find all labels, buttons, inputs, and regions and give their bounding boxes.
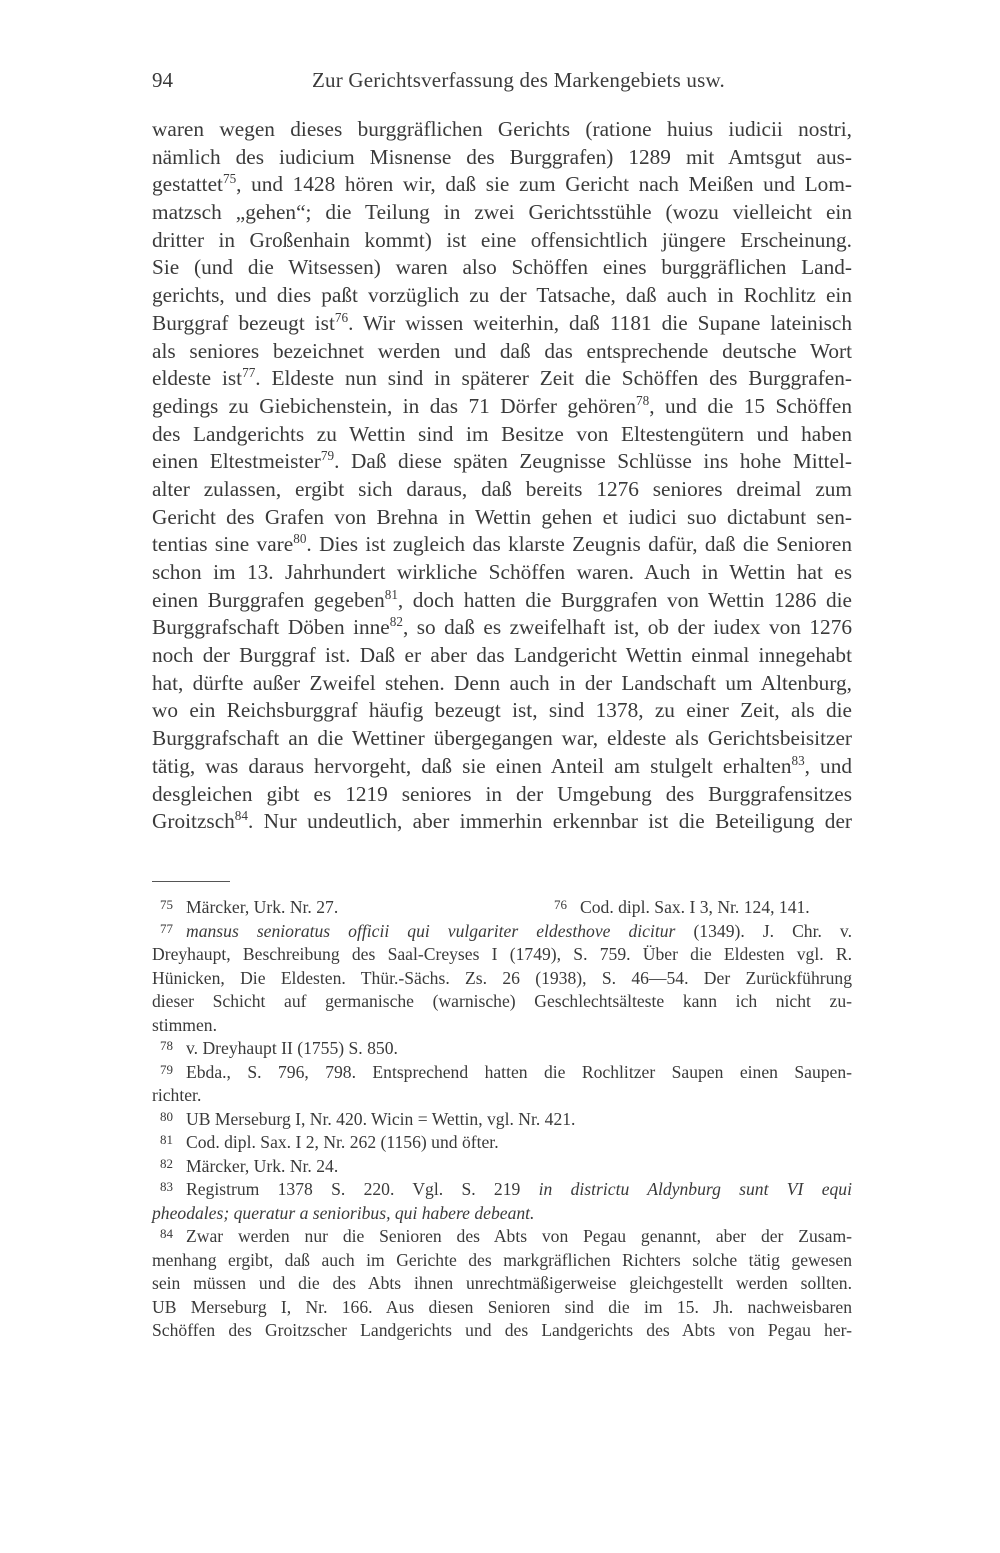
text-line: hat, dürfte außer Zweifel stehen. Denn auch in der Landschaft um Altenburg, [152,670,852,695]
text-line: tentias sine vare$^{80}$. Dies ist zugleich das klarste Zeugnis dafür, daß die Senioren [152,531,852,557]
footnote-83: 83 Registrum 1378 S. 220. Vgl. S. 219 in districtu Aldynburg sunt VI equi pheodales; queratur a senioribus, qui habere debeant. [152,1179,852,1223]
footnote-75: 75 Märcker, Urk. Nr. 27. [160,897,339,917]
running-title: Zur Gerichtsverfassung des Markengebiets usw. [312,68,725,92]
text-line: noch der Burggraf ist. Daß er aber das Landgericht Wettin einmal innegehabt [152,643,852,668]
footnote-82: 82 Märcker, Urk. Nr. 24. [160,1155,339,1176]
text-line: Sie (und die Witsessen) waren also Schöffen eines burggräflichen Land- [152,255,852,280]
main-text [152,116,852,836]
text-line: waren wegen dieses burggräflichen Gerichts (ratione huius iudicii nostri, [152,117,852,141]
text-line: Burggraf bezeugt ist$^{76}$. Wir wissen weiterhin, daß 1181 die Supane lateinisch [152,309,853,335]
text-line: Burggrafschaft an die Wettiner übergegangen war, eldeste als Gerichtsbeisitzer [152,726,852,751]
text-line: des Landgerichts zu Wettin sind im Besitze von Eltestengütern und haben [152,421,852,446]
footnote-separator [152,881,230,882]
text-line: tätig, was daraus hervorgeht, daß sie einen Anteil am stulgelt erhalten$^{83}$, und [152,752,852,778]
footnote-81: 81 Cod. dipl. Sax. I 2, Nr. 262 (1156) und öfter. [160,1132,499,1152]
footnote-80: 80 UB Merseburg I, Nr. 420. Wicin = Wettin, vgl. Nr. 421. [160,1108,576,1129]
text-line: als seniores bezeichnet werden und daß das entsprechende deutsche Wort [152,338,852,363]
footnote-76: 76 Cod. dipl. Sax. I 3, Nr. 124, 141. [554,897,810,917]
footnote-ref-77[interactable]: 77 [242,365,256,380]
footnote-row [152,896,852,920]
page-number: 94 [152,68,173,92]
footnote-84: 84 Zwar werden nur die Senioren des Abts von Pegau genannt, aber der Zusam- menhang ergibt, daß auch im Gerichte des markgräflichen Richters solche tätig gewesen sein müssen und die des Abts ihnen unrechtmäßigerweise gleichgestellt werden sollten. UB Merseburg I, Nr. 166. Aus diesen Senioren sind die im 15. Jh. nachweisbaren Schöffen des Groitzscher Landgerichts und des Landgerichts des Abts von Pegau her- [152,1226,852,1340]
footnote-ref-76[interactable]: 76 [334,309,349,325]
footnote-77: 77 mansus senioratus officii qui vulgariter eldesthove dicitur (1349). J. Chr. v. Dreyhaupt, Beschreibung des Saal-Creyses I (1749), S. 759. Über die Eldesten vgl. R. Hünicken, Die Eldesten. Thür.-Sächs. Zs. 26 (1938), S. 46—54. Der Zurückführung dieser Schicht auf germanische (warnische) Geschlechtsälteste kann ich nicht zu- stimmen. [152,920,852,1035]
footnote-ref-79[interactable]: 79 [320,448,335,464]
text-line: Gericht des Grafen von Brehna in Wettin gehen et iudici suo dictabunt sen- [152,504,852,529]
footnote-ref-78[interactable]: 78 [636,392,650,408]
footnote-ref-83[interactable]: 83 [791,752,805,768]
footnote-ref-75[interactable]: 75 [222,171,237,187]
text-line: gestattet$^{75}$, und 1428 hören wir, daß sie zum Gericht nach Meißen und Lom- [152,171,852,197]
text-line: einen Burggrafen gegeben$^{81}$, doch hatten die Burggrafen von Wettin 1286 die [152,586,852,612]
footnote-ref-81[interactable]: 81 [384,586,398,602]
page-header [152,68,852,102]
footnote-79: 79 Ebda., S. 796, 798. Entsprechend hatten die Rochlitzer Saupen einen Saupen- richter. [152,1061,852,1105]
text-line: gerichts, und dies paßt vorzüglich zu der Tatsache, daß auch in Rochlitz ein [152,283,852,308]
text-line: alter zulassen, ergibt sich daraus, daß bereits 1276 seniores dreimal zum [152,476,852,501]
text-line: dritter in Großenhain kommt) ist eine offensichtlich jüngere Erscheinung. [152,227,852,252]
text-line: desgleichen gibt es 1219 seniores in der Umgebung des Burggrafensitzes [152,781,852,806]
footnote-ref-80[interactable]: 80 [293,531,307,547]
text-line: wo ein Reichsburggraf häufig bezeugt ist, sind 1378, zu einer Zeit, als die [152,698,852,723]
footnote-ref-82[interactable]: 82 [389,614,403,630]
footnotes [152,896,852,1343]
text-line: einen Eltestmeister$^{79}$. Daß diese späten Zeugnisse Schlüsse ins hohe Mittel- [152,448,852,474]
text-line: Groitzsch$^{84}$. Nur undeutlich, aber immerhin erkennbar ist die Beteiligung der [152,808,852,834]
text-line: eldeste ist$^{77}$. Eldeste nun sind in späterer Zeit die Schöffen des Burggrafen- [152,365,852,391]
text-line: matzsch „gehen“; die Teilung in zwei Gerichtsstühle (wozu vielleicht ein [152,200,852,225]
text-line: schon im 13. Jahrhundert wirkliche Schöffen waren. Auch in Wettin hat es [152,560,852,584]
text-line: nämlich des iudicium Misnense des Burggrafen) 1289 mit Amtsgut aus- [152,144,852,169]
footnote-78: 78 v. Dreyhaupt II (1755) S. 850. [160,1038,398,1058]
footnote-ref-84[interactable]: 84 [234,808,248,823]
text-line: gedings zu Giebichenstein, in das 71 Dörfer gehören$^{78}$, und die 15 Schöffen [152,392,852,418]
text-line: Burggrafschaft Döben inne$^{82}$, so daß es zweifelhaft ist, ob der iudex von 1276 [152,614,853,640]
